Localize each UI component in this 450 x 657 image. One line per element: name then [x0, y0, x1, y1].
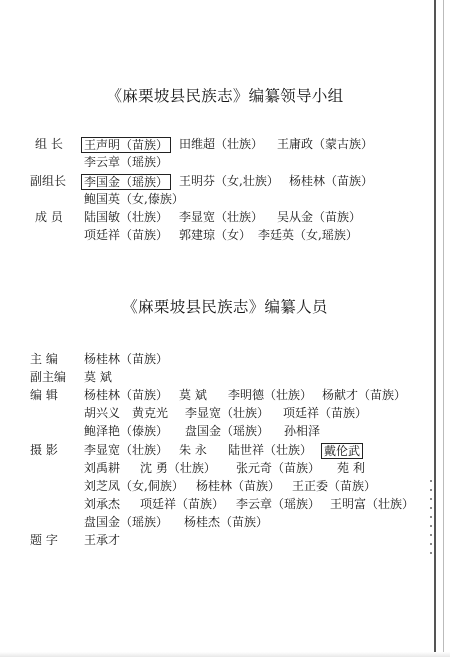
name-entry: 杨桂林（苗族）: [84, 388, 169, 402]
name-entry: 莫 斌: [179, 388, 207, 402]
name-entry: 陆世祥（壮族）: [228, 443, 313, 457]
name-entry: 盘国金（瑶族）: [84, 515, 169, 529]
name-entry: 杨献才（苗族）: [322, 388, 407, 402]
name-entry: 杨桂林（苗族）: [289, 174, 374, 188]
label-inscription: 题 字: [30, 533, 58, 547]
scan-bottom-shadow: [0, 652, 450, 657]
leadership-group-title: 《麻栗坡县民族志》编纂领导小组: [106, 87, 344, 105]
editorial-staff-title: 《麻栗坡县民族志》编纂人员: [122, 298, 328, 316]
name-entry: 胡兴义: [84, 406, 121, 420]
name-entry: 郭建琼（女）: [179, 228, 252, 242]
name-entry: 李显宽（壮族）: [185, 406, 270, 420]
name-entry: 王庸政（蒙古族）: [277, 137, 374, 151]
name-entry: 黄克光: [132, 406, 169, 420]
name-entry: 陆国敏（壮族）: [84, 210, 169, 224]
name-entry-boxed: 戴伦武: [321, 443, 363, 459]
name-entry: 李明德（壮族）: [228, 388, 313, 402]
name-entry: 李廷英（女,瑶族）: [258, 228, 358, 242]
name-entry: 田维超（壮族）: [179, 137, 264, 151]
label-photography: 摄 影: [30, 443, 58, 457]
name-entry: 王明芬（女,壮族）: [179, 174, 279, 188]
label-leader: 组 长: [35, 137, 63, 151]
name-entry: 刘禹耕: [84, 461, 121, 475]
label-editors: 编 辑: [30, 388, 58, 402]
label-chief-editor: 主 编: [30, 352, 58, 366]
name-entry: 王明富（壮族）: [330, 497, 415, 511]
name-entry: 朱 永: [179, 443, 207, 457]
name-entry: 王正委（苗族）: [292, 479, 377, 493]
name-entry: 鲍国英（女,傣族）: [84, 192, 184, 206]
name-entry: 张元奇（苗族）: [236, 461, 321, 475]
name-entry: 项廷祥（苗族）: [140, 497, 225, 511]
name-entry: 孙相泽: [284, 424, 321, 438]
label-deputy-leader: 副组长: [30, 174, 67, 188]
name-entry: 刘承杰: [84, 497, 121, 511]
name-entry: 莫 斌: [84, 370, 112, 384]
name-entry: 吴从金（苗族）: [277, 210, 362, 224]
name-entry: 李云章（瑶族）: [236, 497, 321, 511]
name-entry: 李显宽（壮族）: [179, 210, 264, 224]
name-entry: 沈 勇（壮族）: [140, 461, 216, 475]
name-entry: 鲍泽艳（傣族）: [84, 424, 169, 438]
name-entry: 项廷祥（苗族）: [84, 228, 169, 242]
name-entry: 杨桂林（苗族）: [196, 479, 281, 493]
name-entry-boxed: 李国金（瑶族）: [81, 174, 171, 190]
label-members: 成 员: [35, 210, 63, 224]
name-entry: 王承才: [84, 533, 121, 547]
label-deputy-editor: 副主编: [30, 370, 67, 384]
name-entry: 杨桂林（苗族）: [84, 352, 169, 366]
name-entry: 杨桂杰（苗族）: [184, 515, 269, 529]
name-entry: 刘芝凤（女,侗族）: [84, 479, 184, 493]
name-entry: 项廷祥（苗族）: [283, 406, 368, 420]
scan-noise: [430, 480, 432, 560]
name-entry: 李显宽（壮族）: [84, 443, 169, 457]
name-entry-boxed: 王声明（苗族）: [81, 137, 171, 153]
name-entry: 李云章（瑶族）: [84, 155, 169, 169]
name-entry: 苑 利: [337, 461, 365, 475]
name-entry: 盘国金（瑶族）: [185, 424, 270, 438]
